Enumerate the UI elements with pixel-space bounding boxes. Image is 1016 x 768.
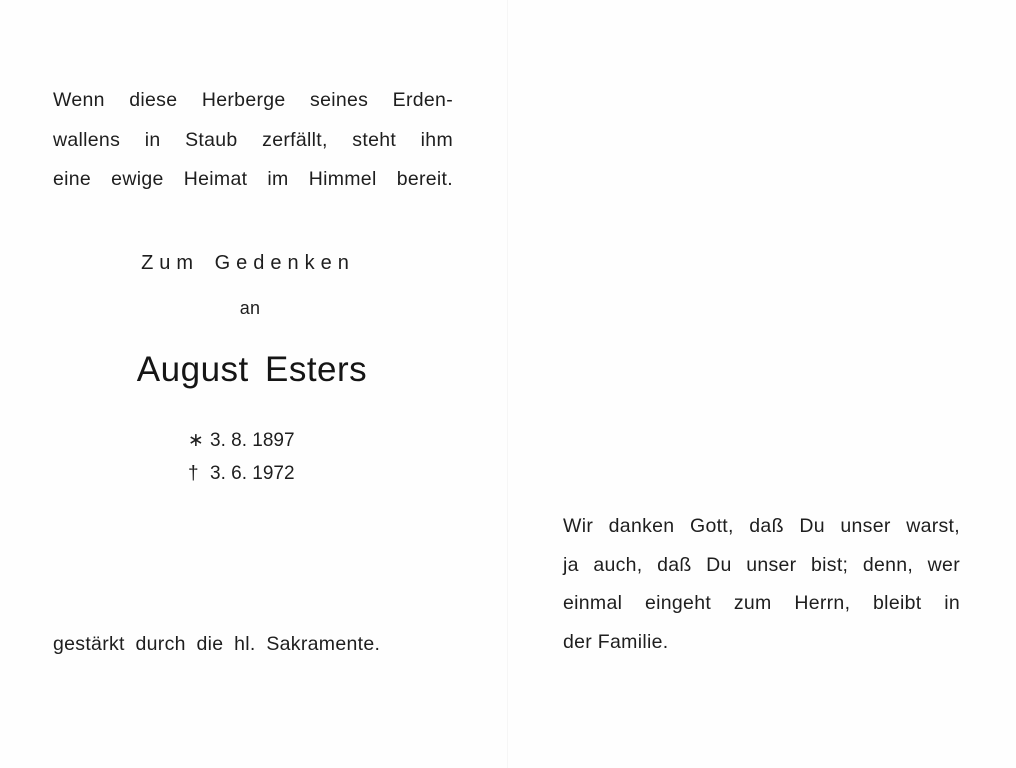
right-verse-line: ja auch, daß Du unser bist; denn, wer xyxy=(563,553,960,576)
birth-symbol: ∗ xyxy=(188,430,204,451)
death-date: 3. 6. 1972 xyxy=(210,463,295,484)
death-row xyxy=(188,459,295,492)
birth-date: 3. 8. 1897 xyxy=(210,430,295,451)
left-verse-line: wallens in Staub zerfällt, steht ihm xyxy=(53,128,453,151)
an-text: an xyxy=(239,298,261,318)
left-verse-line: Wenn diese Herberge seines Erden- xyxy=(53,89,453,111)
left-verse-line: eine ewige Heimat im Himmel bereit. xyxy=(53,168,453,190)
gedenken-heading: Zum Gedenken xyxy=(141,252,355,274)
right-verse-line: Wir danken Gott, daß Du unser warst, xyxy=(563,515,960,537)
left-verse xyxy=(53,85,453,204)
card-fold xyxy=(507,0,508,768)
life-dates xyxy=(188,426,295,492)
sacrament-note: gestärkt durch die hl. Sakramente. xyxy=(53,633,381,655)
right-verse-line: einmal eingeht zum Herrn, bleibt in xyxy=(563,592,960,614)
death-cross-symbol: † xyxy=(188,463,199,484)
right-verse xyxy=(563,511,960,665)
birth-row xyxy=(188,426,295,459)
right-verse-line: der Familie. xyxy=(563,630,669,653)
deceased-name: August Esters xyxy=(136,350,368,389)
